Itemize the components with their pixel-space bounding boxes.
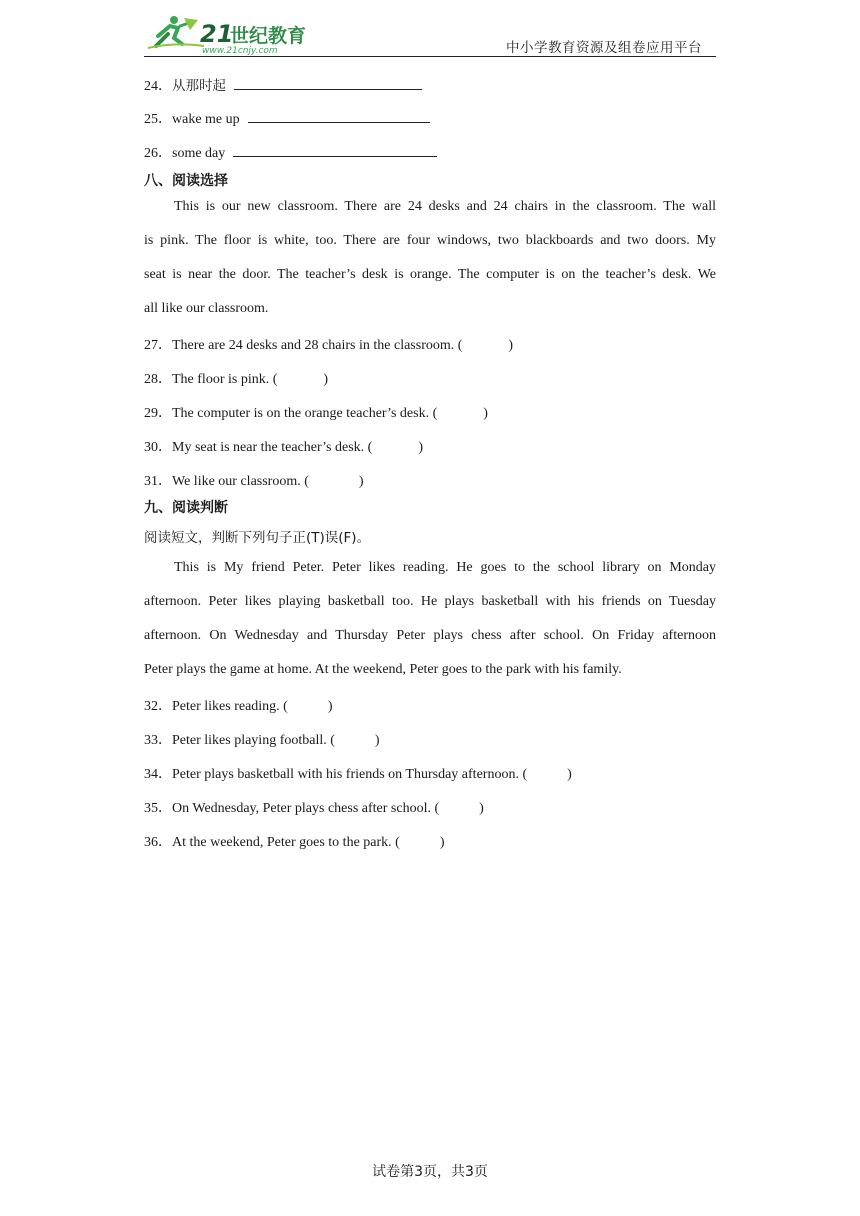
vocab-item-25: 25．wake me up xyxy=(144,108,430,128)
question-28: 28．The floor is pink. ( ) xyxy=(144,372,329,387)
logo-url: www.21cnjy.com xyxy=(202,46,278,56)
answer-blank[interactable] xyxy=(233,144,437,157)
question-27: 27．There are 24 desks and 28 chairs in the classroom. ( ) xyxy=(144,338,514,353)
question-31: 31．We like our classroom. ( ) xyxy=(144,474,364,489)
vocab-item-26: 26．some day xyxy=(144,142,437,162)
runner-icon xyxy=(148,16,204,48)
passage-line: Peter plays the game at home. At the weekend, Peter goes to the park with his family. xyxy=(144,662,622,677)
vocab-item-24: 24．从那时起 xyxy=(144,74,422,95)
page-footer: 试卷第3页，共3页 xyxy=(372,1164,488,1180)
platform-name: 中小学教育资源及组卷应用平台 xyxy=(506,40,702,56)
answer-blank[interactable] xyxy=(248,110,430,123)
answer-blank[interactable] xyxy=(234,77,422,90)
site-logo xyxy=(144,12,314,56)
passage-line: afternoon. On Wednesday and Thursday Peter plays chess after school. On Friday afternoon xyxy=(144,628,716,643)
logo-text: 世纪教育 xyxy=(230,25,307,47)
passage-line: This is our new classroom. There are 24 desks and 24 chairs in the classroom. The wall xyxy=(174,199,716,214)
section-instruction: 阅读短文，判断下列句子正(T)误(F)。 xyxy=(144,530,371,546)
svg-text:21: 21 xyxy=(200,20,234,48)
question-34: 34．Peter plays basketball with his friends on Thursday afternoon. ( ) xyxy=(144,767,572,782)
passage-line: This is My friend Peter. Peter likes reading. He goes to the school library on Monday xyxy=(174,560,716,575)
question-32: 32．Peter likes reading. ( ) xyxy=(144,699,333,714)
question-30: 30．My seat is near the teacher’s desk. ( ) xyxy=(144,440,424,455)
section-heading-9: 九、阅读判断 xyxy=(144,500,228,516)
passage-line: seat is near the door. The teacher’s desk is orange. The computer is on the teacher’s desk. We xyxy=(144,267,716,282)
page-header xyxy=(144,12,716,57)
question-35: 35．On Wednesday, Peter plays chess after school. ( ) xyxy=(144,801,484,816)
question-29: 29．The computer is on the orange teacher’s desk. ( ) xyxy=(144,406,488,421)
section-heading-8: 八、阅读选择 xyxy=(144,173,228,189)
passage-line: afternoon. Peter likes playing basketball too. He plays basketball with his friends on Tuesday xyxy=(144,594,716,609)
question-36: 36．At the weekend, Peter goes to the park. ( ) xyxy=(144,835,445,850)
passage-line: is pink. The floor is white, too. There are four windows, two blackboards and two doors. My xyxy=(144,233,716,248)
passage-line: all like our classroom. xyxy=(144,301,269,316)
question-33: 33．Peter likes playing football. ( ) xyxy=(144,733,380,748)
